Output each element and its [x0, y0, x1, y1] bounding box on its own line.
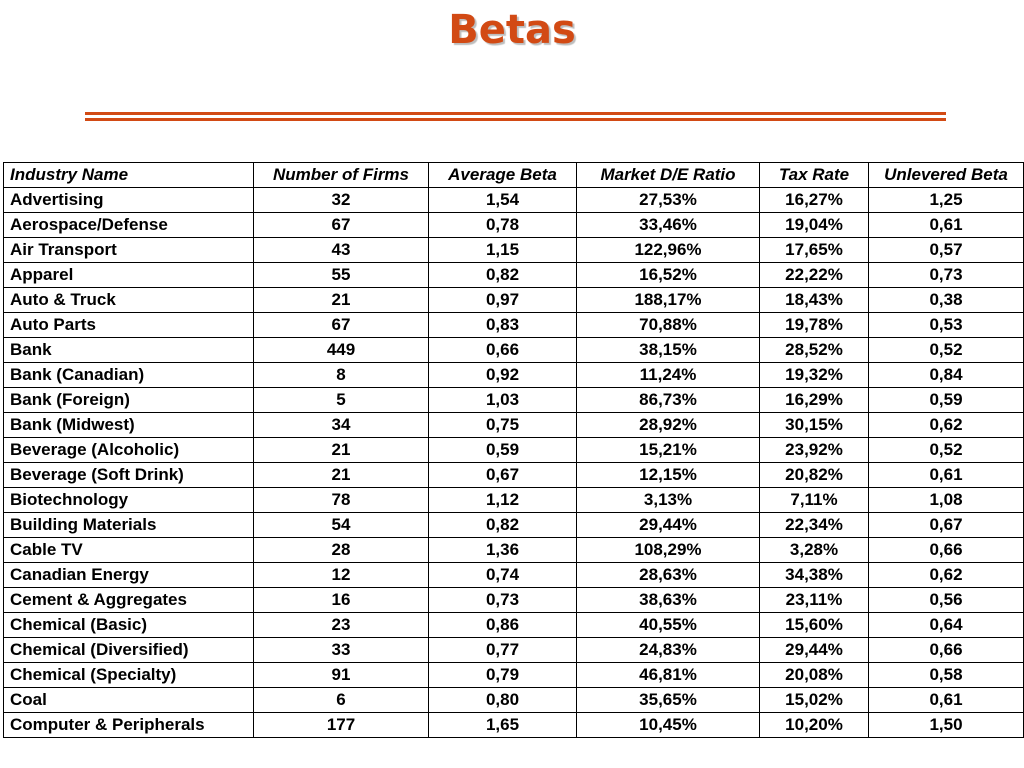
industry-name-cell: Beverage (Alcoholic): [4, 438, 254, 463]
number-of-firms-cell: 43: [254, 238, 429, 263]
market-de-ratio-cell: 15,21%: [577, 438, 760, 463]
unlevered-beta-cell: 0,66: [869, 638, 1024, 663]
number-of-firms-cell: 78: [254, 488, 429, 513]
tax-rate-cell: 3,28%: [760, 538, 869, 563]
industry-name-cell: Bank (Foreign): [4, 388, 254, 413]
average-beta-cell: 0,86: [429, 613, 577, 638]
number-of-firms-cell: 28: [254, 538, 429, 563]
market-de-ratio-cell: 28,63%: [577, 563, 760, 588]
unlevered-beta-cell: 0,84: [869, 363, 1024, 388]
tax-rate-cell: 18,43%: [760, 288, 869, 313]
table-header-row: [4, 163, 1024, 188]
table-row: [4, 638, 1024, 663]
tax-rate-cell: 15,60%: [760, 613, 869, 638]
table-row: [4, 488, 1024, 513]
tax-rate-cell: 16,29%: [760, 388, 869, 413]
average-beta-cell: 0,73: [429, 588, 577, 613]
number-of-firms-cell: 449: [254, 338, 429, 363]
market-de-ratio-cell: 27,53%: [577, 188, 760, 213]
unlevered-beta-cell: 0,58: [869, 663, 1024, 688]
industry-name-cell: Cement & Aggregates: [4, 588, 254, 613]
unlevered-beta-cell: 0,61: [869, 688, 1024, 713]
table-row: [4, 438, 1024, 463]
industry-name-cell: Building Materials: [4, 513, 254, 538]
table-row: [4, 588, 1024, 613]
unlevered-beta-cell: 0,67: [869, 513, 1024, 538]
industry-name-cell: Biotechnology: [4, 488, 254, 513]
average-beta-cell: 0,74: [429, 563, 577, 588]
average-beta-cell: 1,15: [429, 238, 577, 263]
average-beta-cell: 0,79: [429, 663, 577, 688]
tax-rate-cell: 29,44%: [760, 638, 869, 663]
market-de-ratio-cell: 38,63%: [577, 588, 760, 613]
header-average-beta: Average Beta: [429, 163, 577, 188]
industry-name-cell: Beverage (Soft Drink): [4, 463, 254, 488]
market-de-ratio-cell: 29,44%: [577, 513, 760, 538]
market-de-ratio-cell: 12,15%: [577, 463, 760, 488]
industry-name-cell: Computer & Peripherals: [4, 713, 254, 738]
average-beta-cell: 0,82: [429, 263, 577, 288]
number-of-firms-cell: 21: [254, 288, 429, 313]
table-row: [4, 263, 1024, 288]
number-of-firms-cell: 32: [254, 188, 429, 213]
table-row: [4, 713, 1024, 738]
market-de-ratio-cell: 16,52%: [577, 263, 760, 288]
average-beta-cell: 1,54: [429, 188, 577, 213]
table-row: [4, 188, 1024, 213]
unlevered-beta-cell: 0,52: [869, 438, 1024, 463]
tax-rate-cell: 10,20%: [760, 713, 869, 738]
table-row: [4, 363, 1024, 388]
table-row: [4, 563, 1024, 588]
table-body: [4, 188, 1024, 738]
number-of-firms-cell: 91: [254, 663, 429, 688]
unlevered-beta-cell: 1,08: [869, 488, 1024, 513]
unlevered-beta-cell: 0,57: [869, 238, 1024, 263]
industry-name-cell: Cable TV: [4, 538, 254, 563]
table-row: [4, 688, 1024, 713]
table-row: [4, 613, 1024, 638]
unlevered-beta-cell: 0,62: [869, 563, 1024, 588]
industry-name-cell: Auto Parts: [4, 313, 254, 338]
industry-name-cell: Canadian Energy: [4, 563, 254, 588]
industry-name-cell: Bank (Midwest): [4, 413, 254, 438]
average-beta-cell: 0,66: [429, 338, 577, 363]
number-of-firms-cell: 177: [254, 713, 429, 738]
tax-rate-cell: 16,27%: [760, 188, 869, 213]
header-tax-rate: Tax Rate: [760, 163, 869, 188]
unlevered-beta-cell: 0,61: [869, 213, 1024, 238]
table-row: [4, 513, 1024, 538]
average-beta-cell: 0,77: [429, 638, 577, 663]
market-de-ratio-cell: 122,96%: [577, 238, 760, 263]
market-de-ratio-cell: 86,73%: [577, 388, 760, 413]
header-unlevered-beta: Unlevered Beta: [869, 163, 1024, 188]
table-row: [4, 538, 1024, 563]
unlevered-beta-cell: 0,38: [869, 288, 1024, 313]
unlevered-beta-cell: 0,66: [869, 538, 1024, 563]
header-industry-name: Industry Name: [4, 163, 254, 188]
average-beta-cell: 1,12: [429, 488, 577, 513]
industry-name-cell: Apparel: [4, 263, 254, 288]
average-beta-cell: 0,92: [429, 363, 577, 388]
tax-rate-cell: 23,11%: [760, 588, 869, 613]
number-of-firms-cell: 34: [254, 413, 429, 438]
table-row: [4, 313, 1024, 338]
average-beta-cell: 1,65: [429, 713, 577, 738]
average-beta-cell: 0,82: [429, 513, 577, 538]
average-beta-cell: 0,75: [429, 413, 577, 438]
tax-rate-cell: 17,65%: [760, 238, 869, 263]
unlevered-beta-cell: 0,59: [869, 388, 1024, 413]
market-de-ratio-cell: 46,81%: [577, 663, 760, 688]
number-of-firms-cell: 67: [254, 213, 429, 238]
number-of-firms-cell: 23: [254, 613, 429, 638]
industry-name-cell: Chemical (Basic): [4, 613, 254, 638]
tax-rate-cell: 19,32%: [760, 363, 869, 388]
number-of-firms-cell: 6: [254, 688, 429, 713]
tax-rate-cell: 20,08%: [760, 663, 869, 688]
table-row: [4, 338, 1024, 363]
header-market-de-ratio: Market D/E Ratio: [577, 163, 760, 188]
market-de-ratio-cell: 188,17%: [577, 288, 760, 313]
title-divider-top: [85, 112, 946, 115]
market-de-ratio-cell: 11,24%: [577, 363, 760, 388]
market-de-ratio-cell: 108,29%: [577, 538, 760, 563]
tax-rate-cell: 30,15%: [760, 413, 869, 438]
tax-rate-cell: 22,22%: [760, 263, 869, 288]
number-of-firms-cell: 12: [254, 563, 429, 588]
number-of-firms-cell: 33: [254, 638, 429, 663]
header-number-of-firms: Number of Firms: [254, 163, 429, 188]
tax-rate-cell: 7,11%: [760, 488, 869, 513]
industry-name-cell: Air Transport: [4, 238, 254, 263]
unlevered-beta-cell: 0,73: [869, 263, 1024, 288]
tax-rate-cell: 22,34%: [760, 513, 869, 538]
number-of-firms-cell: 5: [254, 388, 429, 413]
unlevered-beta-cell: 0,62: [869, 413, 1024, 438]
market-de-ratio-cell: 3,13%: [577, 488, 760, 513]
number-of-firms-cell: 16: [254, 588, 429, 613]
market-de-ratio-cell: 24,83%: [577, 638, 760, 663]
table-row: [4, 463, 1024, 488]
number-of-firms-cell: 55: [254, 263, 429, 288]
table-row: [4, 388, 1024, 413]
title-divider-bottom: [85, 118, 946, 121]
tax-rate-cell: 28,52%: [760, 338, 869, 363]
tax-rate-cell: 20,82%: [760, 463, 869, 488]
industry-name-cell: Chemical (Specialty): [4, 663, 254, 688]
industry-name-cell: Coal: [4, 688, 254, 713]
table-row: [4, 213, 1024, 238]
number-of-firms-cell: 67: [254, 313, 429, 338]
tax-rate-cell: 19,78%: [760, 313, 869, 338]
industry-name-cell: Auto & Truck: [4, 288, 254, 313]
industry-name-cell: Aerospace/Defense: [4, 213, 254, 238]
industry-name-cell: Chemical (Diversified): [4, 638, 254, 663]
industry-name-cell: Bank (Canadian): [4, 363, 254, 388]
tax-rate-cell: 15,02%: [760, 688, 869, 713]
unlevered-beta-cell: 1,50: [869, 713, 1024, 738]
market-de-ratio-cell: 38,15%: [577, 338, 760, 363]
table-row: [4, 238, 1024, 263]
tax-rate-cell: 19,04%: [760, 213, 869, 238]
tax-rate-cell: 23,92%: [760, 438, 869, 463]
page-title: Betas: [448, 7, 576, 53]
industry-name-cell: Bank: [4, 338, 254, 363]
betas-table: [3, 162, 1024, 738]
average-beta-cell: 0,97: [429, 288, 577, 313]
unlevered-beta-cell: 0,53: [869, 313, 1024, 338]
market-de-ratio-cell: 70,88%: [577, 313, 760, 338]
average-beta-cell: 1,03: [429, 388, 577, 413]
market-de-ratio-cell: 35,65%: [577, 688, 760, 713]
number-of-firms-cell: 21: [254, 463, 429, 488]
average-beta-cell: 0,78: [429, 213, 577, 238]
market-de-ratio-cell: 40,55%: [577, 613, 760, 638]
table-row: [4, 413, 1024, 438]
average-beta-cell: 0,80: [429, 688, 577, 713]
market-de-ratio-cell: 28,92%: [577, 413, 760, 438]
average-beta-cell: 1,36: [429, 538, 577, 563]
table-row: [4, 663, 1024, 688]
average-beta-cell: 0,59: [429, 438, 577, 463]
table-row: [4, 288, 1024, 313]
number-of-firms-cell: 54: [254, 513, 429, 538]
market-de-ratio-cell: 33,46%: [577, 213, 760, 238]
unlevered-beta-cell: 0,56: [869, 588, 1024, 613]
unlevered-beta-cell: 0,64: [869, 613, 1024, 638]
number-of-firms-cell: 8: [254, 363, 429, 388]
unlevered-beta-cell: 0,52: [869, 338, 1024, 363]
unlevered-beta-cell: 0,61: [869, 463, 1024, 488]
average-beta-cell: 0,67: [429, 463, 577, 488]
average-beta-cell: 0,83: [429, 313, 577, 338]
unlevered-beta-cell: 1,25: [869, 188, 1024, 213]
market-de-ratio-cell: 10,45%: [577, 713, 760, 738]
tax-rate-cell: 34,38%: [760, 563, 869, 588]
industry-name-cell: Advertising: [4, 188, 254, 213]
number-of-firms-cell: 21: [254, 438, 429, 463]
